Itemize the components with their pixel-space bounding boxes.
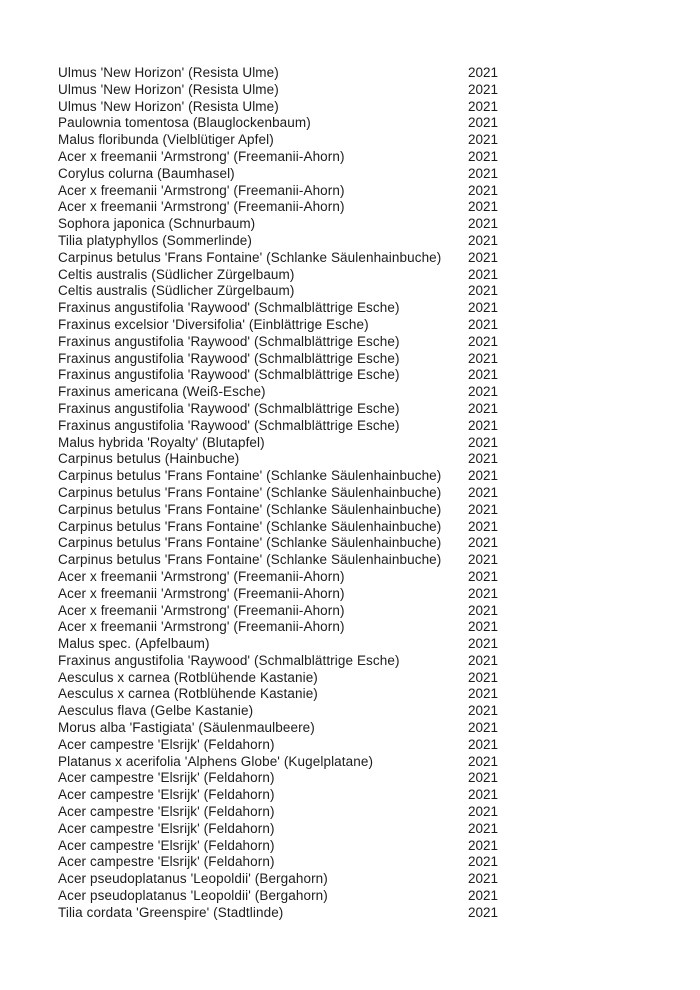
plant-name: Fraxinus angustifolia 'Raywood' (Schmalblättrige Esche): [58, 417, 400, 433]
planting-year: 2021: [468, 518, 499, 534]
planting-year: 2021: [468, 468, 499, 484]
planting-year: 2021: [468, 98, 499, 114]
planting-year: 2021: [468, 669, 499, 685]
table-row: [58, 468, 680, 485]
table-row: [58, 267, 680, 284]
plant-name: Aesculus x carnea (Rotblühende Kastanie): [58, 669, 318, 685]
plant-name: Acer pseudoplatanus 'Leopoldii' (Bergahorn): [58, 871, 328, 887]
table-row: [58, 216, 680, 233]
plant-name: Morus alba 'Fastigiata' (Säulenmaulbeere): [58, 720, 315, 736]
table-row: [58, 586, 680, 603]
planting-year: 2021: [468, 552, 499, 568]
planting-year: 2021: [468, 165, 499, 181]
plant-name: Malus floribunda (Vielblütiger Apfel): [58, 132, 274, 148]
table-row: [58, 737, 680, 754]
plant-name: Paulownia tomentosa (Blauglockenbaum): [58, 115, 311, 131]
planting-year: 2021: [468, 216, 499, 232]
table-row: [58, 300, 680, 317]
table-row: [58, 351, 680, 368]
planting-year: 2021: [468, 585, 499, 601]
planting-year: 2021: [468, 837, 499, 853]
plant-name: Ulmus 'New Horizon' (Resista Ulme): [58, 98, 279, 114]
planting-year: 2021: [468, 148, 499, 164]
planting-year: 2021: [468, 736, 499, 752]
plant-name: Aesculus x carnea (Rotblühende Kastanie): [58, 686, 318, 702]
table-row: [58, 233, 680, 250]
planting-year: 2021: [468, 720, 499, 736]
planting-year: 2021: [468, 854, 499, 870]
table-row: [58, 720, 680, 737]
table-row: [58, 82, 680, 99]
table-row: [58, 535, 680, 552]
planting-year: 2021: [468, 367, 499, 383]
planting-year: 2021: [468, 753, 499, 769]
plant-name: Acer campestre 'Elsrijk' (Feldahorn): [58, 787, 275, 803]
plant-name: Acer campestre 'Elsrijk' (Feldahorn): [58, 854, 275, 870]
planting-year: 2021: [468, 333, 499, 349]
planting-year: 2021: [468, 132, 499, 148]
plant-name: Fraxinus angustifolia 'Raywood' (Schmalblättrige Esche): [58, 367, 400, 383]
plant-name: Sophora japonica (Schnurbaum): [58, 216, 256, 232]
plant-name: Acer campestre 'Elsrijk' (Feldahorn): [58, 804, 275, 820]
plant-name: Fraxinus angustifolia 'Raywood' (Schmalblättrige Esche): [58, 333, 400, 349]
planting-year: 2021: [468, 501, 499, 517]
table-row: [58, 502, 680, 519]
plant-name: Acer campestre 'Elsrijk' (Feldahorn): [58, 820, 275, 836]
planting-year: 2021: [468, 535, 499, 551]
planting-year: 2021: [468, 417, 499, 433]
plant-name: Carpinus betulus 'Frans Fontaine' (Schlanke Säulenhainbuche): [58, 468, 442, 484]
table-row: [58, 871, 680, 888]
table-row: [58, 686, 680, 703]
planting-year: 2021: [468, 434, 499, 450]
planting-year: 2021: [468, 400, 499, 416]
planting-year: 2021: [468, 199, 499, 215]
table-row: [58, 65, 680, 82]
plant-name: Aesculus flava (Gelbe Kastanie): [58, 703, 254, 719]
plant-name: Acer x freemanii 'Armstrong' (Freemanii-Ahorn): [58, 585, 345, 601]
planting-year: 2021: [468, 81, 499, 97]
planting-year: 2021: [468, 182, 499, 198]
planting-year: 2021: [468, 65, 499, 80]
plant-name: Acer campestre 'Elsrijk' (Feldahorn): [58, 837, 275, 853]
planting-year: 2021: [468, 266, 499, 282]
planting-year: 2021: [468, 686, 499, 702]
plant-year-list: [58, 65, 680, 922]
plant-name: Fraxinus angustifolia 'Raywood' (Schmalblättrige Esche): [58, 350, 400, 366]
table-row: [58, 283, 680, 300]
planting-year: 2021: [468, 451, 499, 467]
table-row: [58, 603, 680, 620]
table-row: [58, 199, 680, 216]
table-row: [58, 418, 680, 435]
plant-name: Fraxinus americana (Weiß-Esche): [58, 384, 266, 400]
table-row: [58, 770, 680, 787]
planting-year: 2021: [468, 770, 499, 786]
table-row: [58, 905, 680, 922]
plant-name: Tilia platyphyllos (Sommerlinde): [58, 232, 253, 248]
plant-name: Acer x freemanii 'Armstrong' (Freemanii-Ahorn): [58, 199, 345, 215]
table-row: [58, 519, 680, 536]
plant-name: Tilia cordata 'Greenspire' (Stadtlinde): [58, 904, 284, 920]
planting-year: 2021: [468, 904, 499, 920]
planting-year: 2021: [468, 115, 499, 131]
table-row: [58, 250, 680, 267]
plant-name: Acer campestre 'Elsrijk' (Feldahorn): [58, 770, 275, 786]
plant-name: Malus hybrida 'Royalty' (Blutapfel): [58, 434, 265, 450]
table-row: [58, 149, 680, 166]
plant-name: Carpinus betulus 'Frans Fontaine' (Schlanke Säulenhainbuche): [58, 249, 442, 265]
table-row: [58, 401, 680, 418]
planting-year: 2021: [468, 484, 499, 500]
table-row: [58, 435, 680, 452]
plant-name: Carpinus betulus 'Frans Fontaine' (Schlanke Säulenhainbuche): [58, 501, 442, 517]
table-row: [58, 115, 680, 132]
plant-name: Carpinus betulus 'Frans Fontaine' (Schlanke Säulenhainbuche): [58, 535, 442, 551]
plant-name: Platanus x acerifolia 'Alphens Globe' (Kugelplatane): [58, 753, 374, 769]
plant-name: Carpinus betulus (Hainbuche): [58, 451, 240, 467]
plant-name: Acer x freemanii 'Armstrong' (Freemanii-Ahorn): [58, 602, 345, 618]
plant-name: Acer x freemanii 'Armstrong' (Freemanii-Ahorn): [58, 148, 345, 164]
plant-name: Acer x freemanii 'Armstrong' (Freemanii-Ahorn): [58, 182, 345, 198]
table-row: [58, 334, 680, 351]
plant-name: Celtis australis (Südlicher Zürgelbaum): [58, 283, 295, 299]
table-row: [58, 804, 680, 821]
plant-name: Fraxinus angustifolia 'Raywood' (Schmalblättrige Esche): [58, 652, 400, 668]
table-row: [58, 132, 680, 149]
planting-year: 2021: [468, 602, 499, 618]
plant-name: Fraxinus excelsior 'Diversifolia' (Einblättrige Esche): [58, 316, 369, 332]
plant-name: Acer campestre 'Elsrijk' (Feldahorn): [58, 736, 275, 752]
planting-year: 2021: [468, 300, 499, 316]
plant-name: Carpinus betulus 'Frans Fontaine' (Schlanke Säulenhainbuche): [58, 484, 442, 500]
table-row: [58, 619, 680, 636]
plant-name: Malus spec. (Apfelbaum): [58, 636, 210, 652]
planting-year: 2021: [468, 350, 499, 366]
table-row: [58, 787, 680, 804]
planting-year: 2021: [468, 384, 499, 400]
table-row: [58, 754, 680, 771]
plant-name: Ulmus 'New Horizon' (Resista Ulme): [58, 65, 279, 80]
plant-name: Corylus colurna (Baumhasel): [58, 165, 235, 181]
planting-year: 2021: [468, 820, 499, 836]
planting-year: 2021: [468, 316, 499, 332]
plant-name: Acer x freemanii 'Armstrong' (Freemanii-Ahorn): [58, 619, 345, 635]
plant-name: Fraxinus angustifolia 'Raywood' (Schmalblättrige Esche): [58, 400, 400, 416]
table-row: [58, 384, 680, 401]
table-row: [58, 317, 680, 334]
table-row: [58, 838, 680, 855]
plant-name: Ulmus 'New Horizon' (Resista Ulme): [58, 81, 279, 97]
table-row: [58, 552, 680, 569]
planting-year: 2021: [468, 787, 499, 803]
plant-name: Fraxinus angustifolia 'Raywood' (Schmalblättrige Esche): [58, 300, 400, 316]
table-row: [58, 821, 680, 838]
planting-year: 2021: [468, 804, 499, 820]
table-row: [58, 99, 680, 116]
plant-name: Acer pseudoplatanus 'Leopoldii' (Bergahorn): [58, 888, 328, 904]
table-row: [58, 636, 680, 653]
plant-name: Carpinus betulus 'Frans Fontaine' (Schlanke Säulenhainbuche): [58, 552, 442, 568]
plant-name: Carpinus betulus 'Frans Fontaine' (Schlanke Säulenhainbuche): [58, 518, 442, 534]
table-row: [58, 451, 680, 468]
planting-year: 2021: [468, 283, 499, 299]
table-row: [58, 854, 680, 871]
planting-year: 2021: [468, 249, 499, 265]
table-row: [58, 670, 680, 687]
planting-year: 2021: [468, 703, 499, 719]
plant-name: Acer x freemanii 'Armstrong' (Freemanii-Ahorn): [58, 568, 345, 584]
planting-year: 2021: [468, 619, 499, 635]
table-row: [58, 569, 680, 586]
planting-year: 2021: [468, 652, 499, 668]
table-row: [58, 166, 680, 183]
table-row: [58, 485, 680, 502]
table-row: [58, 183, 680, 200]
table-row: [58, 653, 680, 670]
planting-year: 2021: [468, 568, 499, 584]
table-row: [58, 888, 680, 905]
planting-year: 2021: [468, 888, 499, 904]
table-row: [58, 367, 680, 384]
plant-name: Celtis australis (Südlicher Zürgelbaum): [58, 266, 295, 282]
planting-year: 2021: [468, 232, 499, 248]
table-row: [58, 703, 680, 720]
planting-year: 2021: [468, 636, 499, 652]
planting-year: 2021: [468, 871, 499, 887]
